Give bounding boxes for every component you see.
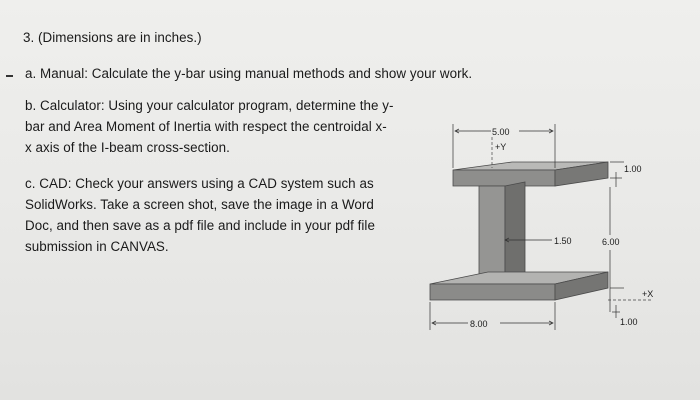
bottom-flange-thickness-dimension bbox=[610, 288, 624, 318]
question-heading: 3. (Dimensions are in inches.) bbox=[23, 30, 202, 45]
part-c-line-3: Doc, and then save as a pdf file and include in your pdf file bbox=[25, 218, 375, 233]
y-axis-label: +Y bbox=[495, 142, 507, 152]
bottom-flange-width-label: 8.00 bbox=[470, 319, 488, 329]
part-c-line-2: SolidWorks. Take a screen shot, save the image in a Word bbox=[25, 197, 374, 212]
part-b-line-3: x axis of the I-beam cross-section. bbox=[25, 140, 230, 155]
web-width-label: 1.50 bbox=[554, 236, 572, 246]
overall-height-label: 6.00 bbox=[602, 237, 620, 247]
part-b-line-2: bar and Area Moment of Inertia with respect the centroidal x- bbox=[25, 119, 387, 134]
i-beam-solid bbox=[430, 162, 608, 300]
part-a-text: a. Manual: Calculate the y-bar using manual methods and show your work. bbox=[25, 66, 473, 81]
x-axis-label: +X bbox=[642, 289, 654, 299]
part-c-line-4: submission in CANVAS. bbox=[25, 239, 169, 254]
bottom-flange-thickness-label: 1.00 bbox=[620, 317, 638, 327]
top-flange-width-label: 5.00 bbox=[492, 127, 510, 137]
part-b-line-1: b. Calculator: Using your calculator program, determine the y- bbox=[25, 98, 394, 113]
bottom-width-dimension bbox=[430, 302, 555, 330]
top-flange-thickness-label: 1.00 bbox=[624, 164, 642, 174]
part-c-line-1: c. CAD: Check your answers using a CAD system such as bbox=[25, 176, 374, 191]
top-flange-thickness-dimension bbox=[610, 162, 624, 187]
